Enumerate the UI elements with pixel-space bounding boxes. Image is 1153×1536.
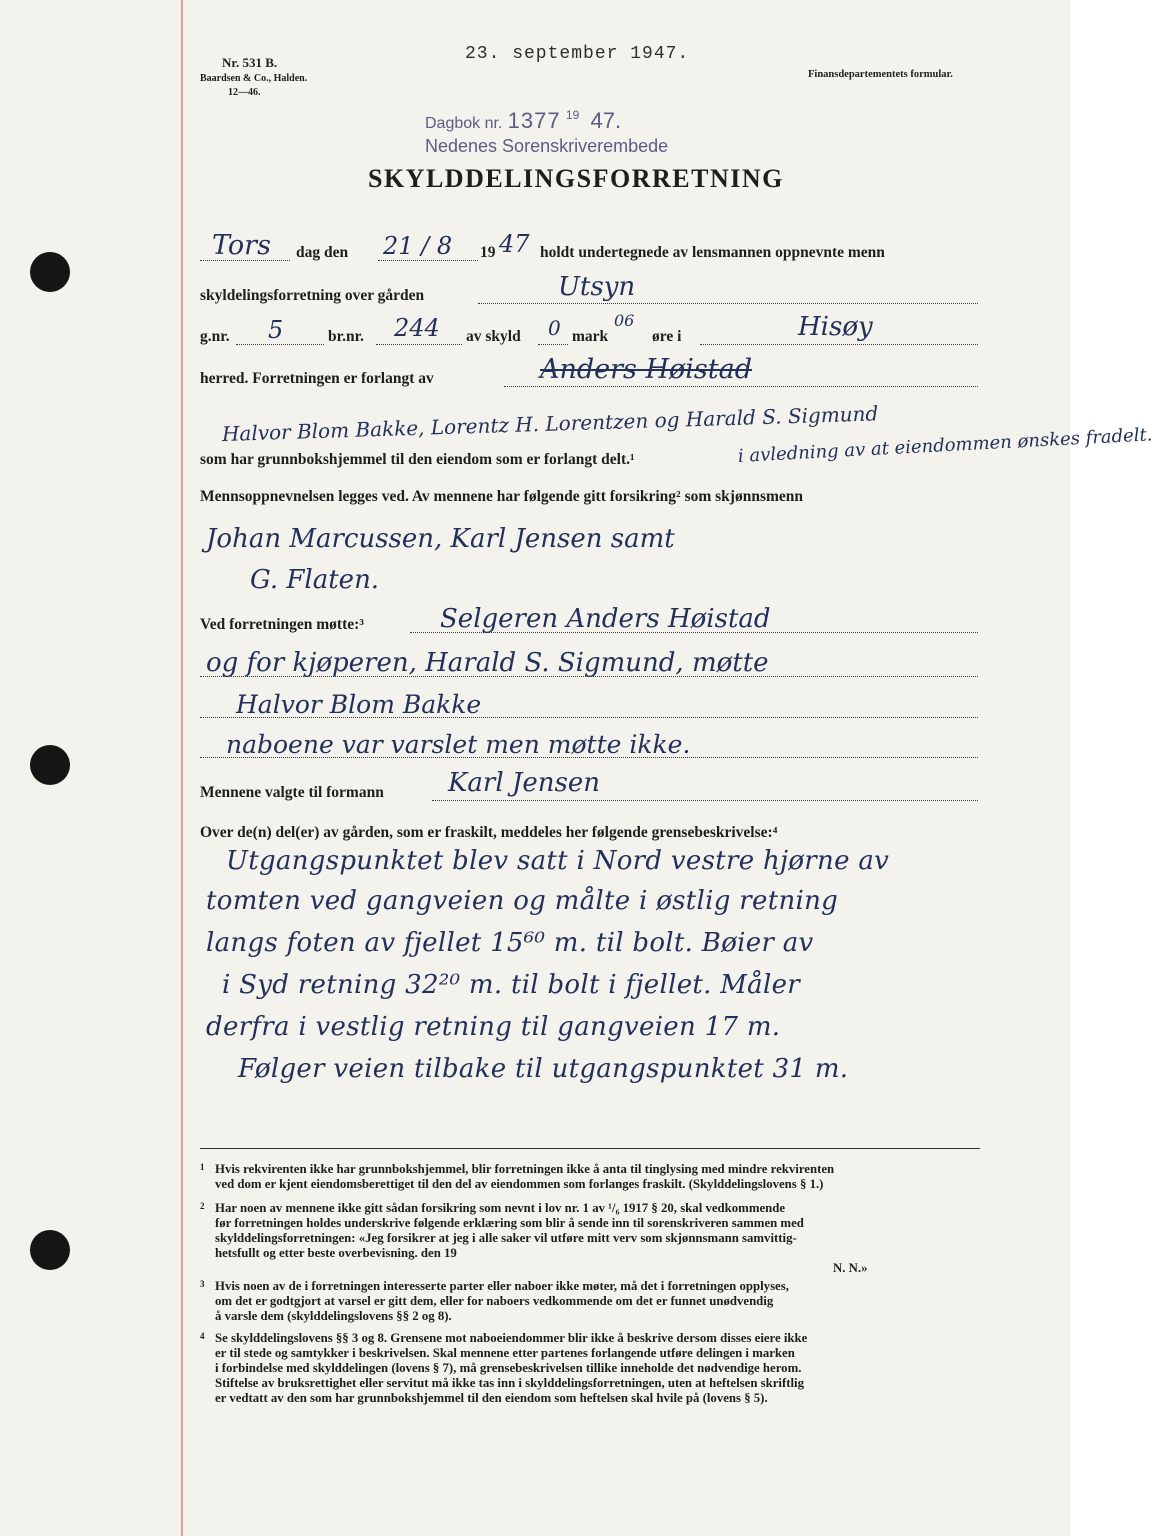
year-printed: 19: [480, 244, 496, 261]
ore-value: 06: [614, 311, 635, 330]
mote-line-2: og for kjøperen, Harald S. Sigmund, møtte: [206, 648, 769, 678]
date-day-month: 21 / 8: [383, 232, 453, 260]
brnr-label: br.nr.: [328, 328, 364, 345]
mote-label: Ved forretningen møtte:³: [200, 616, 364, 633]
dagbok-number: 1377: [507, 108, 561, 133]
herred-name: Hisøy: [798, 312, 873, 342]
punch-hole-top: [30, 252, 70, 292]
dagbok-year-prefix: 19: [565, 108, 580, 122]
dagbok-stamp: [425, 108, 621, 134]
mote-line-1: Selgeren Anders Høistad: [440, 604, 771, 634]
grense-label: Over de(n) del(er) av gården, som er fraskilt, meddeles her følgende grensebeskrivelse:⁴: [200, 824, 778, 841]
ministry-form-label: Finansdepartementets formular.: [808, 69, 953, 80]
dagbok-label: Dagbok nr.: [425, 115, 503, 132]
weekday-line: [200, 260, 290, 261]
mote-line-4-rule: [200, 757, 978, 758]
men-line-2: G. Flaten.: [250, 565, 380, 595]
dag-den-label: dag den: [296, 244, 349, 261]
gnr-value: 5: [268, 316, 284, 344]
footnote-text: Hvis noen av de i forretningen interesserte parter eller naboer ikke møter, må det i forretningen opplyses, om det er godtgjort at varsel er gitt dem, eller for naboers vedkommende om det er funnet unødvendig å varsle dem (skylddelingslovens §§ 2 og 8).: [215, 1279, 789, 1323]
footnote-divider: [200, 1148, 980, 1149]
brnr-value: 244: [394, 314, 440, 342]
footnote-signature-text: N. N.»: [833, 1261, 868, 1275]
requester-struck: Anders Høistad: [540, 354, 753, 385]
holdt-label: holdt undertegnede av lensmannen oppnevnte menn: [540, 244, 885, 261]
menn-label: Mennsoppnevnelsen legges ved. Av mennene har følgende gitt forsikring² som skjønnsmenn: [200, 488, 804, 505]
grunnbok-label: som har grunnbokshjemmel til den eiendom som er forlangt delt.¹: [200, 451, 635, 468]
weekday-handwritten: Tors: [212, 230, 271, 261]
form-number: Nr. 531 B.: [222, 55, 278, 70]
footnote-text: Se skylddelingslovens §§ 3 og 8. Grensene mot naboeiendommer blir ikke å beskrive dersom disses eiere ikke er til stede og samtykker i beskrivelsen. Skal mennene etter partenes forlangende utføre delingen i marken i forbindelse med skylddelingen (lovens § 7), må grensebeskrivelsen tillike inneholde det nødvendige herom. Stiftelse av bruksrettighet eller servitut må ikke tas inn i skylddelingsforretningen, uten at heftelsen skriftlig er vedtatt av den som har grunnbokshjemmel til den eiendom som heftelsen skal hvile på (lovens § 5).: [215, 1331, 808, 1405]
mark-label: mark: [572, 328, 609, 345]
footnote-3: [200, 1279, 980, 1324]
footnote-number: 1: [200, 1162, 205, 1172]
footnote-text: Har noen av mennene ikke gitt sådan forsikring som nevnt i lov nr. 1 av ¹/₆ 1917 § 20, skal vedkommende før forretningen holdes underskrive følgende erklæring som blir å sende inn til sorenskriveren sammen med skylddelingsforretningen: «Jeg forsikrer at jeg i alle saker vil utføre mitt verv som skjønnsmann samvittig- hetsfullt og etter beste overbevisning. den 19: [215, 1201, 804, 1260]
men-line-1: Johan Marcussen, Karl Jensen samt: [206, 524, 675, 554]
printer-name: Baardsen & Co., Halden.: [200, 73, 308, 84]
ore-label: øre i: [652, 328, 682, 345]
skyld-label: skyldelingsforretning over gården: [200, 287, 425, 304]
gnr-line: [236, 344, 324, 345]
dagbok-year: 47.: [590, 108, 622, 133]
grunnbok-note: i avledning av at eiendommen ønskes fradelt.: [737, 424, 1153, 467]
formann-label: Mennene valgte til formann: [200, 784, 384, 801]
footnote-number: 3: [200, 1279, 205, 1289]
description-line: tomten ved gangveien og målte i østlig retning: [206, 886, 839, 916]
formann-name: Karl Jensen: [448, 768, 600, 798]
description-line: Utgangspunktet blev satt i Nord vestre hjørne av: [226, 846, 890, 876]
margin-line: [181, 0, 183, 1536]
requester-line: [504, 386, 978, 387]
footnote-1: [200, 1162, 980, 1192]
farm-name: Utsyn: [558, 272, 636, 302]
mark-value: 0: [548, 316, 561, 340]
mote-line-3-rule: [200, 717, 978, 718]
herred-label: herred. Forretningen er forlangt av: [200, 370, 434, 387]
formann-line: [432, 800, 978, 801]
owners-handwritten: Halvor Blom Bakke, Lorentz H. Lorentzen og Harald S. Sigmund: [221, 401, 879, 446]
punch-hole-bottom: [30, 1230, 70, 1270]
herred-line: [700, 344, 978, 345]
description-line: langs foten av fjellet 15⁶⁰ m. til bolt. Bøier av: [206, 928, 814, 958]
year-handwritten: 47: [499, 230, 530, 258]
footnote-2: [200, 1201, 980, 1261]
gnr-label: g.nr.: [200, 328, 230, 345]
skyld-label-2: av skyld: [466, 328, 521, 345]
office-stamp: Nedenes Sorenskriverembede: [425, 136, 669, 156]
date-line: [378, 260, 478, 261]
mark-line: [538, 344, 568, 345]
mote-line-2-rule: [200, 676, 978, 677]
farm-line: [478, 303, 978, 304]
description-line: i Syd retning 32²⁰ m. til bolt i fjellet. Måler: [222, 970, 801, 1000]
typed-date: 23. september 1947.: [465, 44, 690, 64]
footnote-number: 4: [200, 1331, 205, 1341]
document-title: SKYLDDELINGSFORRETNING: [368, 164, 784, 193]
footnote-text: Hvis rekvirenten ikke har grunnbokshjemmel, blir forretningen ikke å anta til tinglysing med mindre rekvirenten ved dom er kjent eiendomsberettiget til den del av eiendommen som forlanges fraskilt. (Skylddelingslovens § 1.): [215, 1162, 835, 1191]
footnote-2-signature: [833, 1261, 953, 1276]
punch-hole-middle: [30, 745, 70, 785]
mote-line-4: naboene var varslet men møtte ikke.: [226, 730, 691, 759]
footnote-number: 2: [200, 1201, 205, 1211]
print-date: 12—46.: [228, 87, 261, 98]
brnr-line: [376, 344, 462, 345]
description-line: derfra i vestlig retning til gangveien 17 m.: [206, 1012, 781, 1042]
mote-line-3: Halvor Blom Bakke: [236, 690, 482, 719]
footnote-4: [200, 1331, 980, 1406]
description-line: Følger veien tilbake til utgangspunktet 31 m.: [238, 1054, 849, 1084]
